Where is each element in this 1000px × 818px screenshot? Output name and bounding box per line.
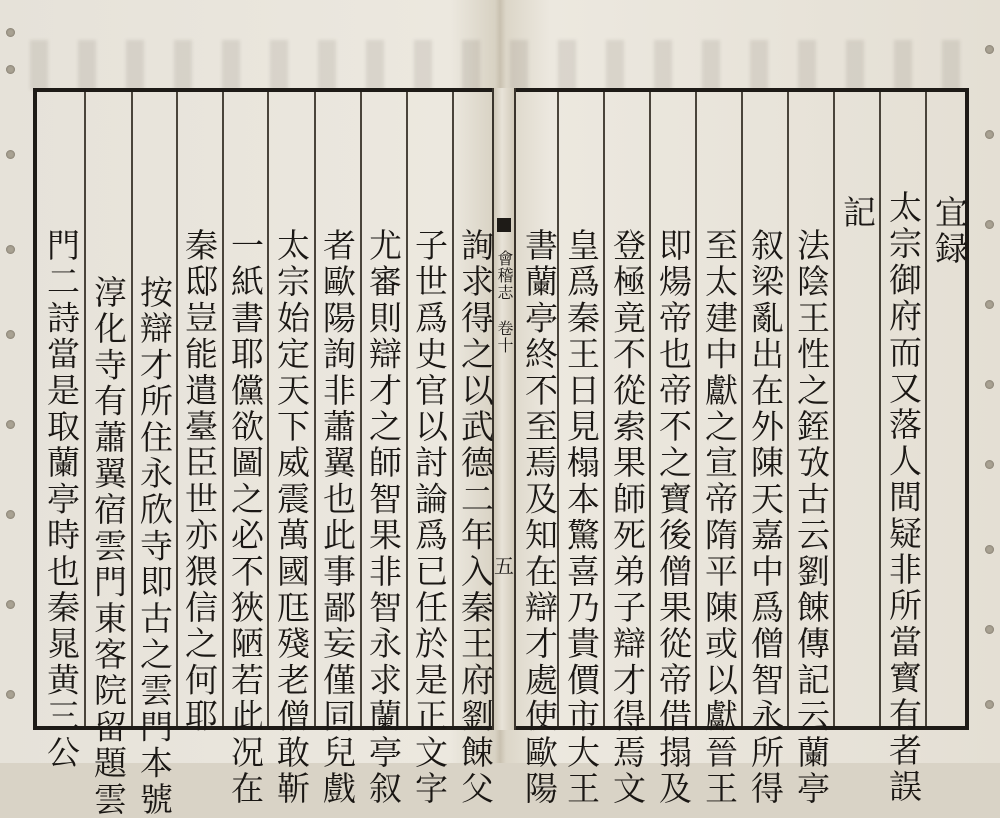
text-column-15: 太宗始定天下威震萬國尫殘老僧敢靳 [272, 228, 311, 808]
binding-holes-right [985, 0, 995, 763]
binding-holes-left [6, 0, 16, 763]
volume-label: 卷十 [495, 320, 514, 354]
text-column-2: 太宗御府而又落人間疑非所當寳有者誤 [884, 190, 923, 806]
text-column-5: 叙梁亂出在外陳天嘉中爲僧智永所得 [746, 228, 785, 808]
text-column-14: 者歐陽詢非蕭翼也此事鄙妄僅同兒戲 [318, 228, 357, 808]
book-title: 會稽志 [495, 250, 514, 301]
text-column-4: 法陰王性之銍攷古云劉餗傳記云蘭亭 [792, 228, 831, 808]
page-number: 五 [494, 554, 514, 578]
text-column-17: 秦邸豈能遣臺臣世亦猥信之何耶 [180, 228, 219, 735]
text-column-12: 子世爲史官以討論爲已任於是正文字 [410, 228, 449, 808]
text-column-20: 門二詩當是取蘭亭時也秦晁黄三公 [42, 228, 81, 771]
bleed-through-text [30, 40, 970, 90]
text-column-9: 皇爲秦王日見榻本驚喜乃貴價市大王 [562, 228, 601, 808]
text-column-11: 詢求得之以武德二年入秦王府劉餗父 [456, 228, 495, 808]
text-column-10: 書蘭亭終不至焉及知在辯才處使歐陽 [520, 228, 559, 808]
text-column-1: 宜録 [930, 195, 969, 268]
text-column-18: 按辯才所住永欣寺即古之雲門本號 [135, 275, 174, 818]
text-column-3: 記 [838, 195, 877, 232]
text-column-13: 尤審則辯才之師智果非智永求蘭亭叙 [364, 228, 403, 808]
fish-tail-mark [497, 218, 511, 232]
text-column-6: 至太建中獻之宣帝隋平陳或以獻晉王 [700, 228, 739, 808]
text-column-19: 淳化寺有蕭翼宿雲門東客院留題雲 [89, 275, 128, 818]
text-column-8: 登極竟不從索果師死弟子辯才得焉文 [608, 228, 647, 808]
text-column-16: 一紙書耶儻欲圖之必不狹陋若此况在 [226, 228, 265, 808]
text-column-7: 即煬帝也帝不之寶後僧果從帝借搨及 [654, 228, 693, 808]
